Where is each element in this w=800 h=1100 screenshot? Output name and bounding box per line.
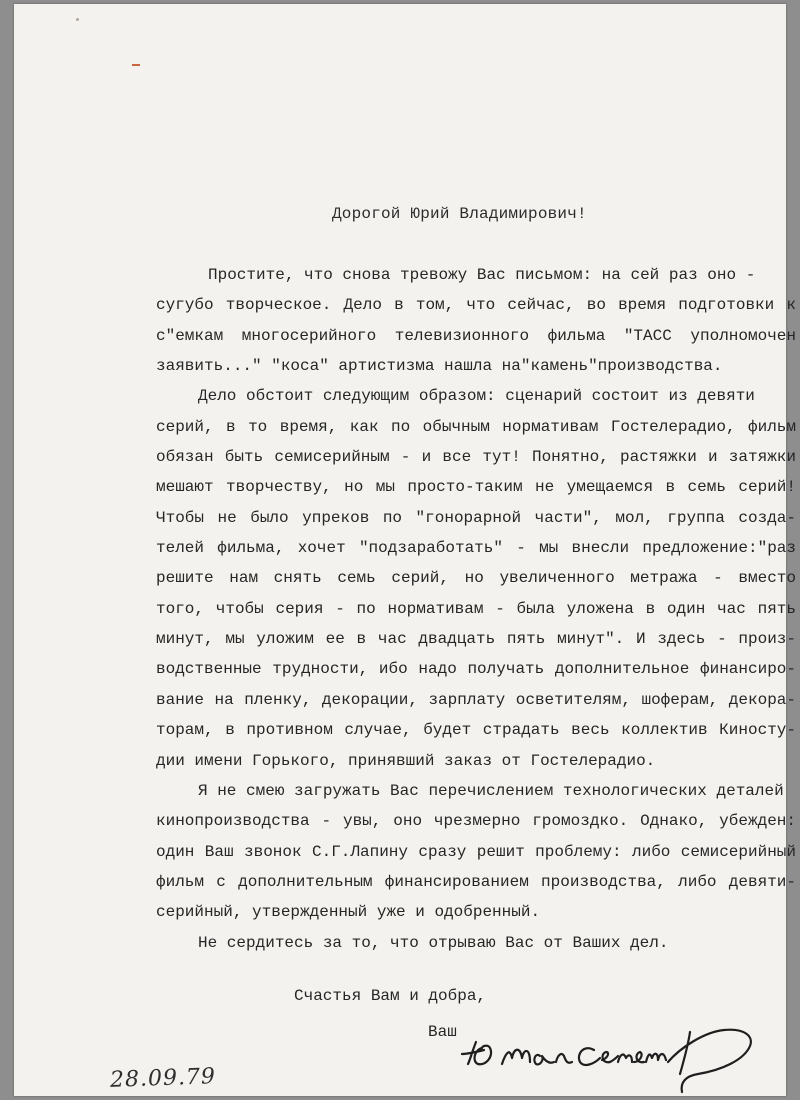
salutation: Дорогой Юрий Владимирович! bbox=[332, 205, 587, 223]
body-line: обязан быть семисерийным - и все тут! Понятно, растяжки и затяжки bbox=[156, 448, 796, 467]
body-line: водственные трудности, ибо надо получать дополнительное финансиро- bbox=[156, 660, 796, 679]
body-line: мешают творчеству, но мы просто-таким не умещаемся в семь серий! bbox=[156, 478, 796, 497]
yours-label: Ваш bbox=[428, 1023, 457, 1041]
paper-speck bbox=[76, 18, 79, 21]
closing-line: Счастья Вам и добра, bbox=[294, 987, 487, 1005]
body-line: торам, в противном случае, будет страдать весь коллектив Киносту- bbox=[156, 721, 796, 740]
body-line: серийный, утвержденный уже и одобренный. bbox=[156, 903, 541, 922]
body-line: телей фильма, хочет "подзаработать" - мы внесли предложение:"раз bbox=[156, 539, 796, 558]
body-line: вание на пленку, декорации, зарплату осветителям, шоферам, декора- bbox=[156, 690, 796, 709]
body-line: серий, в то время, как по обычным нормативам Гостелерадио, фильм bbox=[156, 417, 796, 436]
body-line: сугубо творческое. Дело в том, что сейчас, во время подготовки к bbox=[156, 296, 796, 315]
body-line: Дело обстоит следующим образом: сценарий состоит из девяти bbox=[198, 387, 755, 406]
body-line: кинопроизводства - увы, оно чрезмерно громоздко. Однако, убежден: bbox=[156, 812, 796, 831]
body-line: с"емкам многосерийного телевизионного фильма "ТАСС уполномочен bbox=[156, 326, 796, 345]
letter-page bbox=[14, 4, 796, 1096]
handwritten-date: 28.09.79 bbox=[109, 1064, 217, 1093]
body-line: Не сердитесь за то, что отрываю Вас от Ваших дел. bbox=[198, 933, 669, 952]
body-line: заявить..." "коса" артистизма нашла на"камень"производства. bbox=[156, 357, 723, 376]
body-line: один Ваш звонок С.Г.Лапину сразу решит проблему: либо семисерийный bbox=[156, 842, 796, 861]
letter-body bbox=[156, 260, 796, 958]
body-line: Простите, что снова тревожу Вас письмом: на сей раз оно - bbox=[208, 266, 756, 284]
red-mark bbox=[132, 64, 140, 66]
body-line: дии имени Горького, принявший заказ от Гостелерадио. bbox=[156, 751, 656, 770]
body-line: фильм с дополнительным финансированием производства, либо девяти- bbox=[156, 872, 796, 891]
body-line: минут, мы уложим ее в час двадцать пять минут". И здесь - произ- bbox=[156, 630, 796, 649]
body-line: Я не смею загружать Вас перечислением технологических деталей bbox=[198, 781, 784, 800]
body-line: решите нам снять семь серий, но увеличенного метража - вместо bbox=[156, 569, 796, 588]
body-line: Чтобы не было упреков по "гонорарной части", мол, группа созда- bbox=[156, 508, 796, 527]
handwritten-signature bbox=[454, 1012, 774, 1096]
body-line: того, чтобы серия - по нормативам - была уложена в один час пять bbox=[156, 599, 796, 618]
